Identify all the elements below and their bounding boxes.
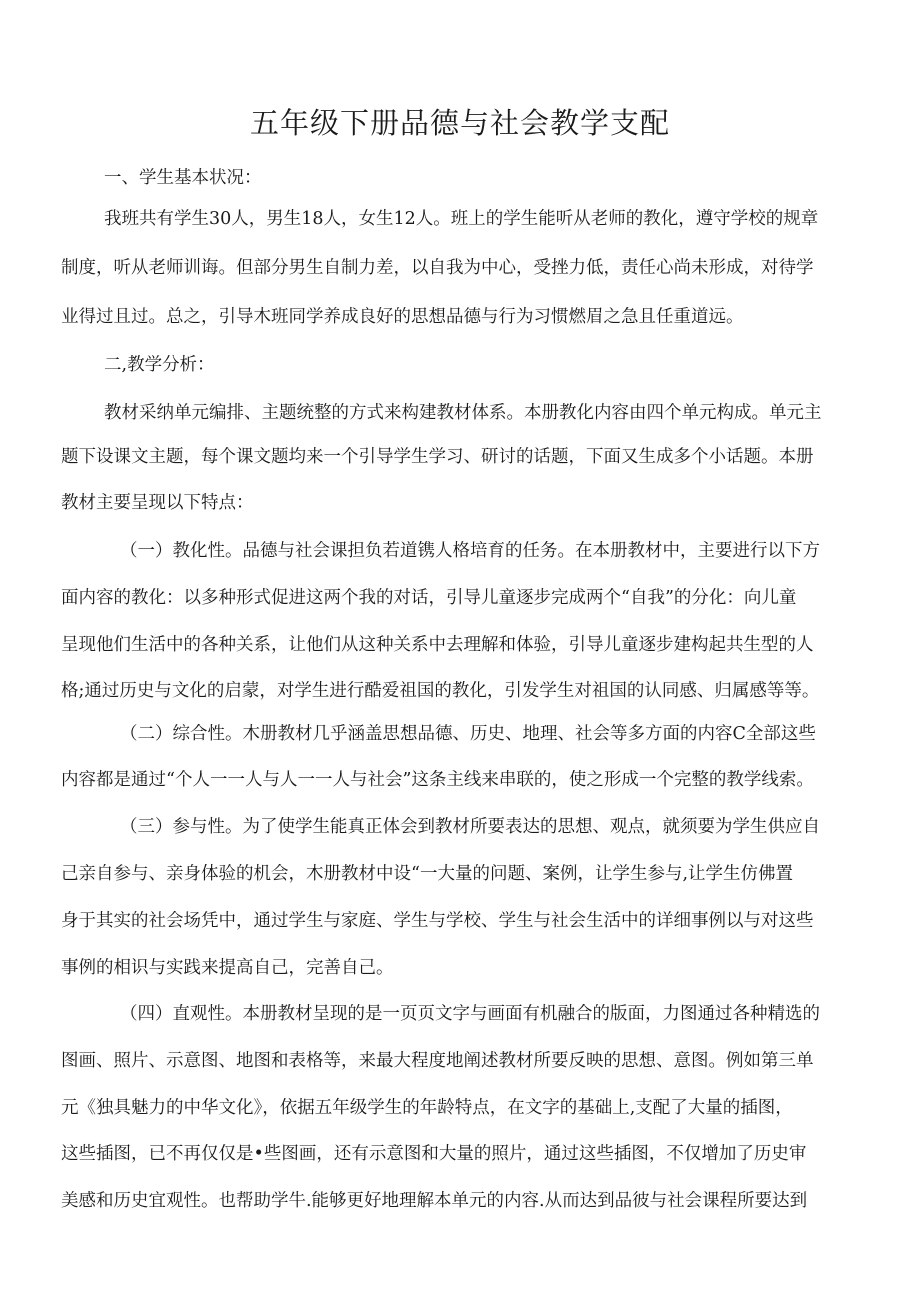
paragraph-line: 这些插图，已不再仅仅是•些图画，还有示意图和大量的照片，通过这些插图，不仅增加了历史审 <box>61 1144 807 1164</box>
paragraph-line: （二）综合性。木册教材几乎涵盖思想品德、历史、地理、社会等多方面的内容C全部这些 <box>120 724 816 744</box>
section-heading-teaching-analysis: 二,教学分析： <box>104 355 215 375</box>
paragraph-line: 身于其实的社会场凭中，通过学生与家庭、学生与学校、学生与社会生活中的详细事例以与对这些 <box>61 911 814 931</box>
paragraph-line: （一）教化性。品德与社会课担负若道镌人格培育的任务。在本册教材中，主要进行以下方 <box>120 541 820 561</box>
paragraph-line: 题下设课文主题，每个课文题均来一个引导学生学习、研讨的话题，下面又生成多个小话题。本册 <box>61 447 814 467</box>
paragraph-line: 呈现他们生活中的各种关系，让他们从这种关系中去理解和体验，引导儿童逐步建构起共生型的人 <box>61 635 814 655</box>
section-heading-student-status: 一、学生基本状况： <box>104 168 262 188</box>
paragraph-line: 事例的相识与实践来提高自己，完善自己。 <box>61 958 394 978</box>
paragraph-line: 元《独具魅力的中华文化》，依据五年级学生的年龄特点，在文字的基础上,支配了大量的插图， <box>61 1098 793 1118</box>
paragraph-line: 业得过且过。总之，引导木班同学养成良好的思想品德与行为习惯燃眉之急且任重道远。 <box>61 307 744 327</box>
paragraph-line: 内容都是通过“个人一一人与人一一人与社会”这条主线来串联的，使之形成一个完整的教学线索。 <box>61 770 814 790</box>
paragraph-line: 教材采纳单元编排、主题统整的方式来构建教材体系。本册教化内容由四个单元构成。单元主 <box>104 403 822 423</box>
paragraph-line: 面内容的教化：以多种形式促进这两个我的对话，引导儿童逐步完成两个“自我”的分化：向儿童 <box>61 588 797 608</box>
document-title: 五年级下册品德与社会教学支配 <box>249 106 670 140</box>
paragraph-line: 教材主要呈现以下特点： <box>61 493 254 513</box>
paragraph-line: 美感和历史宜观性。也帮助学牛.能够更好地理解本单元的内容.从而达到品彼与社会课程所要达到 <box>61 1191 808 1211</box>
paragraph-line: 我班共有学生30人，男生18人，女生12人。班上的学生能听从老师的教化，遵守学校的规章 <box>104 209 819 229</box>
paragraph-line: （四）直观性。本册教材呈现的是一页页文字与画面有机融合的版面，力图通过各种精选的 <box>120 1004 820 1024</box>
paragraph-line: （三）参与性。为了使学生能真正体会到教材所要表达的思想、观点，就须要为学生供应自 <box>120 817 820 837</box>
paragraph-line: 制度，听从老师训诲。但部分男生自制力差，以自我为中心，受挫力低，责任心尚未形成，对待学 <box>61 258 814 278</box>
paragraph-line: 己亲自参与、亲身体验的机会，木册教材中设“一大量的问题、案例，让学生参与,让学生仿佛置 <box>61 864 794 884</box>
paragraph-line: 图画、照片、示意图、地图和表格等，来最大程度地阐述教材所要反映的思想、意图。例如第三单 <box>61 1051 814 1071</box>
paragraph-line: 格;通过历史与文化的启蒙，对学生进行酷爱祖国的教化，引发学生对祖国的认同感、归属感等等。 <box>61 681 820 701</box>
